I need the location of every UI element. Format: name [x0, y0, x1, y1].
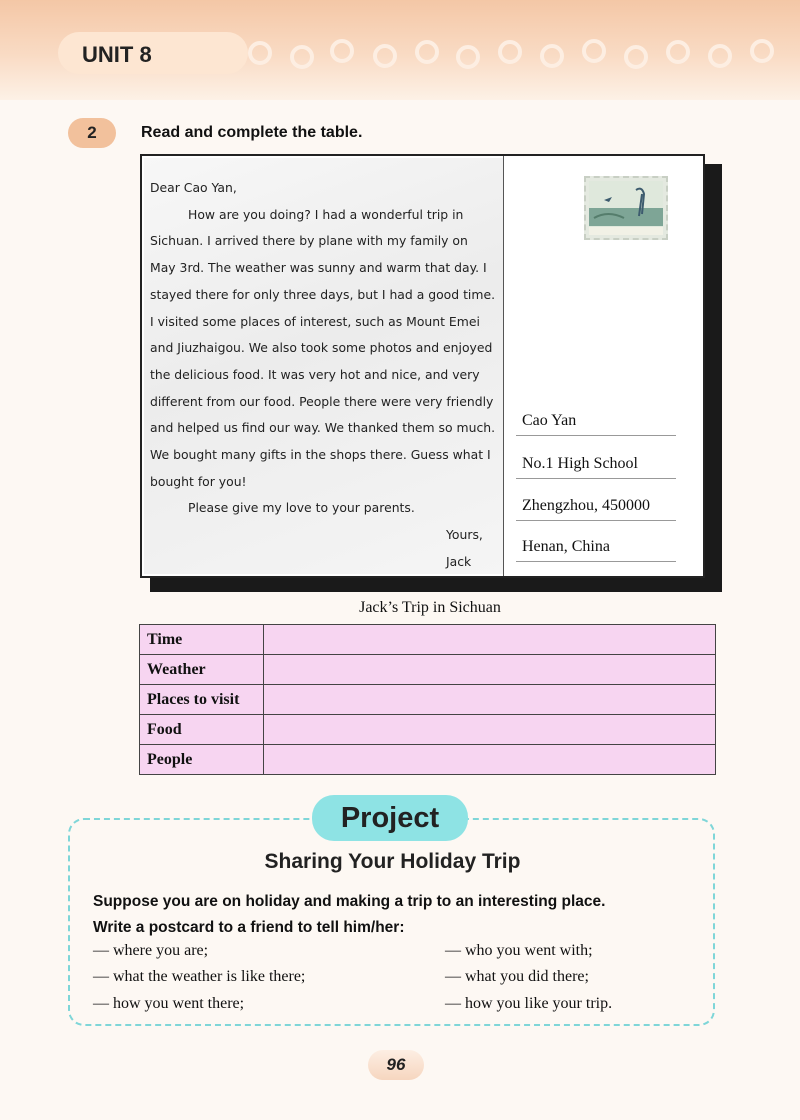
prompt-bullet: — who you went with; [445, 942, 593, 959]
unit-title: UNIT 8 [82, 42, 152, 67]
letter-line: May 3rd. The weather was sunny and warm that day. I [150, 260, 487, 276]
postcard [140, 154, 705, 578]
project-description [93, 889, 713, 941]
project-desc-line: Suppose you are on holiday and making a trip to an interesting place. [93, 893, 606, 910]
address-rule [516, 435, 676, 436]
letter-line: and helped us find our way. We thanked them so much. [150, 420, 496, 436]
address-rule [516, 520, 676, 521]
project-subtitle: Sharing Your Holiday Trip [264, 850, 521, 873]
table-row [140, 625, 716, 655]
exercise-instruction: Read and complete the table. [141, 124, 363, 141]
letter-signature: Jack [446, 553, 472, 569]
table-row [140, 685, 716, 715]
letter-line: How are you doing? I had a wonderful trip in [188, 206, 464, 222]
row-label-time: Time [140, 625, 264, 655]
row-label-places: Places to visit [140, 685, 264, 715]
letter-line: We bought many gifts in the shops there. Guess what I [150, 447, 491, 463]
answer-cell-places[interactable] [264, 685, 716, 715]
letter-line: different from our food. People there were very friendly [150, 393, 494, 409]
prompt-bullet: — how you went there; [93, 995, 245, 1012]
address-rule [516, 561, 676, 562]
trip-table [139, 624, 716, 775]
project-desc-line: Write a postcard to a friend to tell him/her: [93, 919, 405, 936]
postcard-divider [503, 156, 504, 576]
row-label-people: People [140, 745, 264, 775]
prompt-bullet: — what you did there; [445, 968, 589, 985]
letter-line: the delicious food. It was very hot and nice, and very [150, 366, 480, 382]
letter-line: and Jiuzhaigou. We also took some photos and enjoyed [150, 340, 493, 356]
prompt-bullet: — what the weather is like there; [93, 968, 306, 985]
address-school: No.1 High School [522, 455, 638, 472]
address-city: Zhengzhou, 450000 [522, 497, 650, 514]
postcard-letter [150, 175, 500, 576]
table-row [140, 745, 716, 775]
table-caption: Jack’s Trip in Sichuan [359, 599, 501, 616]
answer-cell-time[interactable] [264, 625, 716, 655]
address-name: Cao Yan [522, 412, 577, 429]
table-row [140, 715, 716, 745]
answer-cell-people[interactable] [264, 745, 716, 775]
answer-cell-weather[interactable] [264, 655, 716, 685]
prompt-bullet: — how you like your trip. [445, 995, 613, 1012]
exercise-number-badge: 2 [68, 118, 116, 148]
letter-closing-request: Please give my love to your parents. [188, 500, 415, 516]
address-province: Henan, China [522, 538, 610, 555]
letter-greeting: Dear Cao Yan, [150, 180, 237, 195]
decorative-rings [240, 32, 800, 76]
letter-line: stayed there for only three days, but I had a good time. [150, 286, 496, 302]
address-rule [516, 478, 676, 479]
project-badge: Project [312, 795, 468, 841]
table-row [140, 655, 716, 685]
answer-cell-food[interactable] [264, 715, 716, 745]
unit-header-band [0, 0, 800, 100]
postcard-letter-area [144, 158, 504, 574]
page-number: 96 [368, 1050, 424, 1080]
letter-sign-off: Yours, [446, 527, 483, 543]
letter-line: bought for you! [150, 473, 247, 489]
prompt-bullet: — where you are; [93, 942, 209, 959]
letter-line: Sichuan. I arrived there by plane with my family on [150, 233, 468, 249]
letter-line: I visited some places of interest, such as Mount Emei [150, 313, 480, 329]
row-label-weather: Weather [140, 655, 264, 685]
row-label-food: Food [140, 715, 264, 745]
bird-stamp-icon [584, 176, 668, 240]
